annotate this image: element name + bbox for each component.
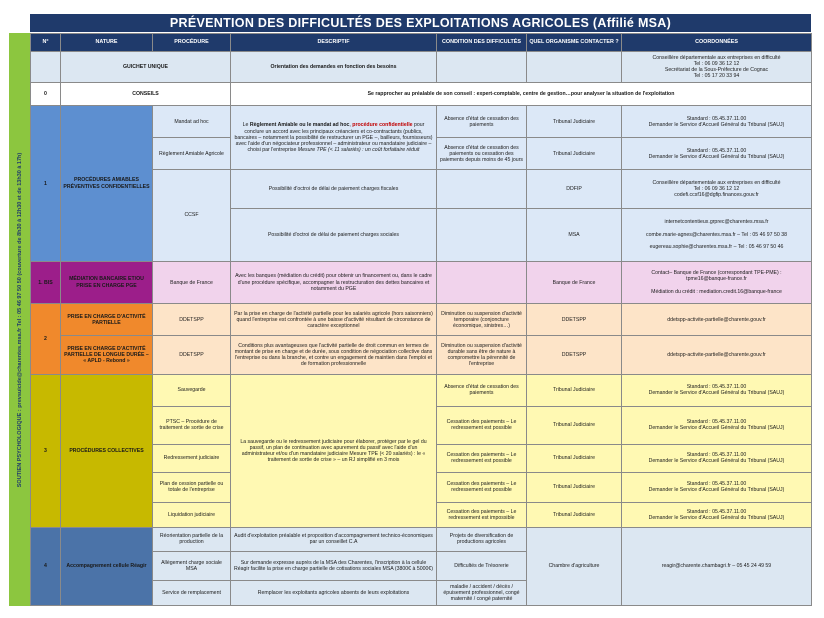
amiable-procedure: Mandat ad hoc bbox=[153, 106, 231, 138]
collective-coords bbox=[622, 502, 812, 528]
coord-line: Standard : 05.45.37.11.00 bbox=[686, 480, 747, 487]
amiable-coords bbox=[622, 106, 812, 138]
guichet-condition-cell bbox=[437, 52, 527, 83]
amiable-num: 1 bbox=[31, 106, 61, 262]
guichet-num-cell bbox=[31, 52, 61, 83]
amiable-desc-highlight: procédure confidentielle bbox=[352, 122, 413, 129]
collective-procedure: Redressement judiciaire bbox=[153, 445, 231, 473]
ccsf-fiscal-condition-cell bbox=[437, 170, 527, 208]
header-row bbox=[31, 34, 812, 52]
amiable-desc-tpe: Mesure TPE (< 11 salariés) : un coût forfaitaire réduit bbox=[297, 147, 420, 154]
ccsf-social-desc: Possibilité d'octroi de délai de paiement charges sociales bbox=[231, 208, 437, 261]
coord-line: Demander le Service d'Accueil Général du Tribunal (SAUJ) bbox=[648, 514, 785, 521]
amiable-organisme: Tribunal Judiciaire bbox=[527, 106, 622, 138]
header-organisme: QUEL ORGANISME CONTACTER ? bbox=[527, 34, 622, 52]
activite-desc: Par la prise en charge de l'activité partielle pour les salariés agricole (hors saisonniers) quand l'entreprise est confrontée à une baisse d'activité résultant de circonstance de caractère exceptionnel bbox=[231, 304, 437, 336]
ccsf-social-organisme: MSA bbox=[527, 208, 622, 261]
coord-email[interactable]: eugereau.sophie@charentes.msa.fr – Tel : 05 46 97 50 46 bbox=[649, 244, 784, 251]
guichet-coords bbox=[622, 52, 812, 83]
collective-procedure: Plan de cession partielle ou totale de l'entreprise bbox=[153, 472, 231, 502]
coord-line: Demander le Service d'Accueil Général du Tribunal (SAUJ) bbox=[648, 390, 785, 397]
reagir-num: 4 bbox=[31, 528, 61, 606]
amiable-procedure: Règlement Amiable Agricole bbox=[153, 138, 231, 170]
reagir-condition: maladie / accident / décès / épuisement professionnel, congé maternité / congé paternité bbox=[437, 581, 527, 606]
activite-row-apld bbox=[31, 336, 812, 374]
mediation-row bbox=[31, 261, 812, 304]
collective-condition: Cessation des paiements – Le redressement est possible bbox=[437, 472, 527, 502]
activite-row-partielle bbox=[31, 304, 812, 336]
collective-condition: Cessation des paiements – Le redressement est impossible bbox=[437, 502, 527, 528]
collective-condition: Cessation des paiements – Le redressement est possible bbox=[437, 406, 527, 444]
header-procedure: PROCÉDURE bbox=[153, 34, 231, 52]
collective-coords bbox=[622, 445, 812, 473]
coord-email[interactable]: tpme16@banque-france.fr bbox=[686, 276, 747, 283]
activite-num: 2 bbox=[31, 304, 61, 374]
amiable-desc-bold: Règlement Amiable ou le mandat ad hoc bbox=[249, 122, 350, 129]
reagir-organisme: Chambre d'agriculture bbox=[527, 528, 622, 606]
collective-condition: Absence d'état de cessation des paiements bbox=[437, 374, 527, 406]
reagir-procedure: Réorientation partielle de la production bbox=[153, 528, 231, 551]
mediation-organisme: Banque de France bbox=[527, 261, 622, 304]
coord-line: Standard : 05.45.37.11.00 bbox=[686, 115, 747, 122]
amiable-organisme: Tribunal Judiciaire bbox=[527, 138, 622, 170]
reagir-condition: Projets de diversification de productions agricoles bbox=[437, 528, 527, 551]
amiable-nature: PROCÉDURES AMIABLES PRÉVENTIVES CONFIDENTIELLES bbox=[61, 106, 153, 262]
amiable-condition: Absence d'état de cessation des paiements bbox=[437, 106, 527, 138]
coord-line: Standard : 05.45.37.11.00 bbox=[686, 147, 747, 154]
conseils-row bbox=[31, 82, 812, 105]
guichet-coord-line: Tel : 05 17 20 33 94 bbox=[693, 73, 740, 80]
collective-desc: La sauvegarde ou le redressement judiciaire pour élaborer, protéger par le gel du passif, un plan de continuation avec apurement du passif avec l'aide d'un administrateur et/ou d'un mandataire judiciaire Mesure TPE (< 20 salariés) : le « traitement de sortie de crise » – un RJ simplifié en 3 mois bbox=[231, 374, 437, 527]
activite-procedure: DDETSPP bbox=[153, 336, 231, 374]
mediation-num: 1. BIS bbox=[31, 261, 61, 304]
mediation-procedure: Banque de France bbox=[153, 261, 231, 304]
reagir-desc: Audit d'exploitation préalable et proposition d'accompagnement technico-économiques par un conseillet C.A bbox=[231, 528, 437, 551]
sidebar-band bbox=[9, 33, 30, 606]
guichet-coord-line: Conseillère départementale aux entreprises en difficulté bbox=[652, 54, 781, 61]
ccsf-fiscal-desc: Possibilité d'octroi de délai de paiement charges fiscales bbox=[231, 170, 437, 208]
coord-line: Demander le Service d'Accueil Général du Tribunal (SAUJ) bbox=[648, 458, 785, 465]
amiable-row-mandat bbox=[31, 106, 812, 138]
reagir-condition: Difficultés de Trésorerie bbox=[437, 551, 527, 581]
collective-coords bbox=[622, 472, 812, 502]
amiable-coords bbox=[622, 138, 812, 170]
ccsf-social-coords bbox=[622, 208, 812, 261]
reagir-desc: Sur demande expresse auprès de la MSA des Charentes, l'inscription à la cellule Réagir facilite la prise en charge partielle de cotisations sociales MSA (3800€ à 5000€) bbox=[231, 551, 437, 581]
ccsf-procedure: CCSF bbox=[153, 170, 231, 262]
reagir-procedure: Service de remplacement bbox=[153, 581, 231, 606]
conseils-num: 0 bbox=[31, 82, 61, 105]
coord-line: Demander le Service d'Accueil Général du Tribunal (SAUJ) bbox=[648, 487, 785, 494]
coord-line: Demander le Service d'Accueil Général du Tribunal (SAUJ) bbox=[648, 425, 785, 432]
collective-coords bbox=[622, 406, 812, 444]
activite-organisme: DDETSPP bbox=[527, 336, 622, 374]
reagir-row-reorientation bbox=[31, 528, 812, 551]
ccsf-fiscal-coords bbox=[622, 170, 812, 208]
collective-organisme: Tribunal Judiciaire bbox=[527, 445, 622, 473]
collective-row-sauvegarde bbox=[31, 374, 812, 406]
collective-organisme: Tribunal Judiciaire bbox=[527, 502, 622, 528]
coord-line: Standard : 05.45.37.11.00 bbox=[686, 419, 747, 426]
collective-num: 3 bbox=[31, 374, 61, 527]
collective-condition: Cessation des paiements – Le redressement est possible bbox=[437, 445, 527, 473]
collective-organisme: Tribunal Judiciaire bbox=[527, 374, 622, 406]
coord-email[interactable]: codefi.ccsf16@dgfip.finances.gouv.fr bbox=[674, 192, 759, 199]
mediation-nature: MÉDIATION BANCAIRE ET/OU PRISE EN CHARGE PGE bbox=[61, 261, 153, 304]
coord-line: Conseillère départementale aux entreprises en difficulté bbox=[652, 179, 781, 186]
reagir-desc: Remplacer les exploitants agricoles absents de leurs exploitations bbox=[231, 581, 437, 606]
reagir-coords-email[interactable]: reagir@charente.chambagri.fr – 05 45 24 49 59 bbox=[622, 528, 812, 606]
mediation-desc: Avec les banques (médiation du crédit) pour obtenir un financement ou, dans le cadre d'une procédure spécifique, accompagner la restructuration des dettes bancaires et notamment du PGE bbox=[231, 261, 437, 304]
activite-condition: Diminution ou suspension d'activité temporaire (conjoncture économique, sinistres…) bbox=[437, 304, 527, 336]
coord-email[interactable]: combe.marie-agnes@charentes.msa.fr – Tel : 05 46 97 50 38 bbox=[646, 231, 787, 238]
guichet-label: GUICHET UNIQUE bbox=[61, 52, 231, 83]
collective-procedure: PTSC – Procédure de traitement de sortie de crise bbox=[153, 406, 231, 444]
amiable-condition: Absence d'état de cessation des paiements ou cessation des paiements depuis moins de 45 jours bbox=[437, 138, 527, 170]
coord-line: Tel : 06 09 36 12 12 bbox=[693, 185, 740, 192]
ccsf-social-condition-cell bbox=[437, 208, 527, 261]
guichet-coord-line: Tel : 06 09 36 12 12 bbox=[693, 60, 740, 67]
conseils-label: CONSEILS bbox=[61, 82, 231, 105]
guichet-coord-line: Secrétariat de la Sous-Préfecture de Cognac bbox=[664, 67, 769, 74]
amiable-desc-part: pour conclure un accord avec les principaux créanciers et co-contractants (publics, bancaires – notamment la possibilité de restructurer un PGE –, bailleurs, fournisseurs) avec l'aide d'un négociateur professionnel – administrateur ou mandataire judiciaire – choisi par l'entreprise bbox=[234, 122, 433, 154]
header-nature: NATURE bbox=[61, 34, 153, 52]
activite-nature: PRISE EN CHARGE D'ACTIVITÉ PARTIELLE DE LONGUE DURÉE – « APLD - Rebond » bbox=[61, 336, 153, 374]
coord-line: Demander le Service d'Accueil Général du Tribunal (SAUJ) bbox=[648, 153, 785, 160]
header-descriptif: DESCRIPTIF bbox=[231, 34, 437, 52]
conseils-desc: Se rapprocher au préalable de son conseil : expert-comptable, centre de gestion…pour analyser la situation de l'exploitation bbox=[231, 82, 812, 105]
guichet-row bbox=[31, 52, 812, 83]
collective-coords bbox=[622, 374, 812, 406]
coord-line: Standard : 05.45.37.11.00 bbox=[686, 452, 747, 459]
collective-procedure: Sauvegarde bbox=[153, 374, 231, 406]
reagir-nature: Accompagnement cellule Réagir bbox=[61, 528, 153, 606]
guichet-organisme-cell bbox=[527, 52, 622, 83]
coord-email[interactable]: internetcontentieux.grprec@charentes.msa.fr bbox=[664, 219, 769, 226]
activite-condition: Diminution ou suspension d'activité durable sans être de nature à compromettre la pérennité de l'entreprise bbox=[437, 336, 527, 374]
header-condition: CONDITION DES DIFFICULTÉS bbox=[437, 34, 527, 52]
amiable-desc bbox=[231, 106, 437, 170]
header-coordonnees: COORDONNÉES bbox=[622, 34, 812, 52]
header-num: N° bbox=[31, 34, 61, 52]
activite-procedure: DDETSPP bbox=[153, 304, 231, 336]
coord-line: Standard : 05.45.37.11.00 bbox=[686, 384, 747, 391]
page-title: PRÉVENTION DES DIFFICULTÉS DES EXPLOITATIONS AGRICOLES (Affilié MSA) bbox=[30, 14, 811, 32]
reagir-procedure: Allègement charge sociale MSA bbox=[153, 551, 231, 581]
activite-desc: Conditions plus avantageuses que l'activité partielle de droit commun en termes de montant de prise en charge et de durée, sous condition de négociation collective dans l'entreprise ou dans la branche, et contre un engagement de maintien dans l'emploi et de formation professionnelle bbox=[231, 336, 437, 374]
collective-organisme: Tribunal Judiciaire bbox=[527, 472, 622, 502]
sidebar-support-text: SOUTIEN PSYCHOLOGIQUE : prevsuicide@charentes.msa.fr Tel : 05 46 97 50 50 (couverture de 8h30 à 12h30 et de 13h30 à 17h) bbox=[16, 152, 23, 487]
coord-email[interactable]: Médiation du crédit : mediation.credit.16@banque-france bbox=[651, 288, 782, 295]
activite-organisme: DDETSPP bbox=[527, 304, 622, 336]
amiable-desc-part: , bbox=[349, 122, 353, 129]
guichet-desc: Orientation des demandes en fonction des besoins bbox=[231, 52, 437, 83]
coord-line: Standard : 05.45.37.11.00 bbox=[686, 508, 747, 515]
collective-organisme: Tribunal Judiciaire bbox=[527, 406, 622, 444]
coord-line: Contact– Banque de France (correspondant TPE-PME) : bbox=[651, 270, 782, 277]
mediation-condition-cell bbox=[437, 261, 527, 304]
mediation-coords bbox=[622, 261, 812, 304]
ccsf-fiscal-organisme: DDFIP bbox=[527, 170, 622, 208]
activite-coords-email[interactable]: ddetspp-activite-partielle@charente.gouv.fr bbox=[622, 336, 812, 374]
activite-nature: PRISE EN CHARGE D'ACTIVITÉ PARTIELLE bbox=[61, 304, 153, 336]
activite-coords-email[interactable]: ddetspp-activite-partielle@charente.gouv.fr bbox=[622, 304, 812, 336]
prevention-table bbox=[30, 33, 812, 606]
collective-procedure: Liquidation judiciaire bbox=[153, 502, 231, 528]
coord-line: Demander le Service d'Accueil Général du Tribunal (SAUJ) bbox=[648, 121, 785, 128]
collective-nature: PROCÉDURES COLLECTIVES bbox=[61, 374, 153, 527]
amiable-desc-part: Le bbox=[242, 122, 250, 129]
